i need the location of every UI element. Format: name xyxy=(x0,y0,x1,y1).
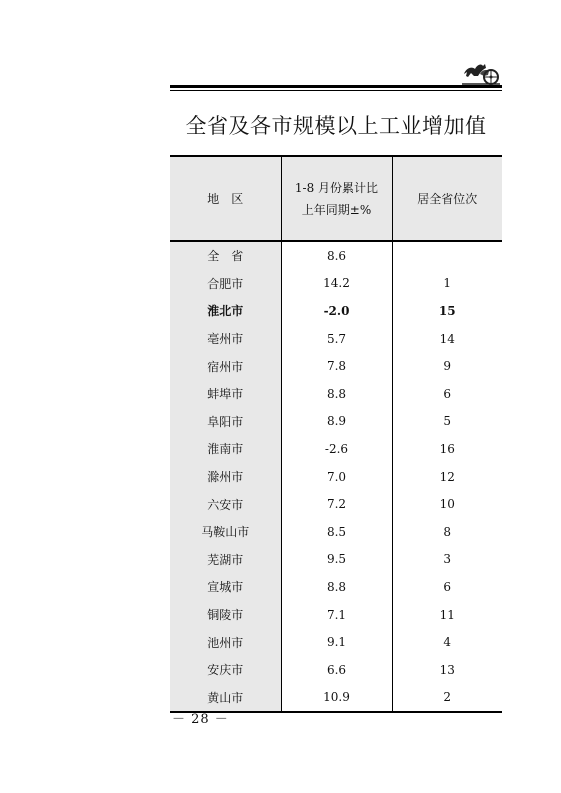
table-row xyxy=(170,601,502,629)
table-header-row xyxy=(170,156,502,241)
table-row xyxy=(170,325,502,353)
region-cell: 淮北市 xyxy=(170,297,281,325)
region-cell: 铜陵市 xyxy=(170,601,281,629)
page-number: － 28 － xyxy=(172,712,229,727)
header-region: 地 区 xyxy=(170,156,281,241)
rank-cell: 13 xyxy=(439,662,455,677)
table-row xyxy=(170,656,502,684)
rank-cell: 10 xyxy=(439,497,455,512)
header-rank: 居全省位次 xyxy=(392,156,502,241)
rank-cell: 4 xyxy=(443,635,452,650)
horse-chariot-emblem-icon xyxy=(458,60,502,86)
table-row xyxy=(170,408,502,436)
growth-cell: 14.2 xyxy=(281,270,392,298)
region-cell: 阜阳市 xyxy=(170,408,281,436)
region-cell: 蚌埠市 xyxy=(170,380,281,408)
growth-cell: 9.5 xyxy=(281,546,392,574)
growth-cell: -2.0 xyxy=(281,297,392,325)
rank-cell: 2 xyxy=(392,684,502,713)
table-row xyxy=(170,270,502,298)
growth-cell: 8.5 xyxy=(281,518,392,546)
growth-cell: 5.7 xyxy=(281,325,392,353)
growth-cell: 7.2 xyxy=(281,490,392,518)
header-growth xyxy=(281,156,392,241)
table-row xyxy=(170,490,502,518)
header-rule-thin xyxy=(170,90,502,91)
page-title: 全省及各市规模以上工业增加值 xyxy=(185,114,487,138)
rank-cell: 3 xyxy=(443,552,452,567)
table-row xyxy=(170,435,502,463)
region-cell: 芜湖市 xyxy=(170,546,281,574)
growth-cell: 7.1 xyxy=(281,601,392,629)
table-row xyxy=(170,463,502,491)
table-row xyxy=(170,546,502,574)
growth-cell: 9.1 xyxy=(281,628,392,656)
growth-cell: 6.6 xyxy=(281,656,392,684)
region-cell: 宿州市 xyxy=(170,352,281,380)
header-rule xyxy=(170,85,502,88)
region-cell: 亳州市 xyxy=(170,325,281,353)
growth-cell: 8.8 xyxy=(281,573,392,601)
rank-cell: 8 xyxy=(443,524,452,539)
region-cell: 黄山市 xyxy=(170,684,281,713)
rank-cell: 1 xyxy=(443,276,452,291)
region-cell: 马鞍山市 xyxy=(170,518,281,546)
table-row xyxy=(170,573,502,601)
table-row-highlighted xyxy=(170,297,502,325)
growth-cell: 8.8 xyxy=(281,380,392,408)
rank-cell: 11 xyxy=(439,607,455,622)
region-cell: 宣城市 xyxy=(170,573,281,601)
industrial-value-added-table xyxy=(170,155,502,713)
growth-cell: 8.6 xyxy=(281,241,392,270)
rank-cell xyxy=(392,241,502,270)
table-row xyxy=(170,628,502,656)
table-row xyxy=(170,352,502,380)
table-row xyxy=(170,380,502,408)
region-cell: 滁州市 xyxy=(170,463,281,491)
data-table-container xyxy=(170,155,502,713)
region-cell: 安庆市 xyxy=(170,656,281,684)
rank-cell: 16 xyxy=(439,441,455,456)
growth-cell: 7.8 xyxy=(281,352,392,380)
header-growth-line2: 上年同期±% xyxy=(301,202,372,217)
rank-cell: 6 xyxy=(443,386,452,401)
region-cell: 全 省 xyxy=(170,241,281,270)
table-row xyxy=(170,241,502,270)
region-cell: 合肥市 xyxy=(170,270,281,298)
growth-cell: -2.6 xyxy=(281,435,392,463)
rank-cell: 6 xyxy=(443,579,452,594)
region-cell: 六安市 xyxy=(170,490,281,518)
growth-cell: 8.9 xyxy=(281,408,392,436)
header-growth-line1: 1-8 月份累计比 xyxy=(294,180,379,195)
region-cell: 淮南市 xyxy=(170,435,281,463)
rank-cell: 9 xyxy=(443,359,452,374)
growth-cell: 10.9 xyxy=(281,684,392,713)
rank-cell: 15 xyxy=(438,303,456,318)
rank-cell: 14 xyxy=(439,331,455,346)
growth-cell: 7.0 xyxy=(281,463,392,491)
region-cell: 池州市 xyxy=(170,628,281,656)
table-row xyxy=(170,518,502,546)
rank-cell: 5 xyxy=(443,414,452,429)
rank-cell: 12 xyxy=(439,469,455,484)
